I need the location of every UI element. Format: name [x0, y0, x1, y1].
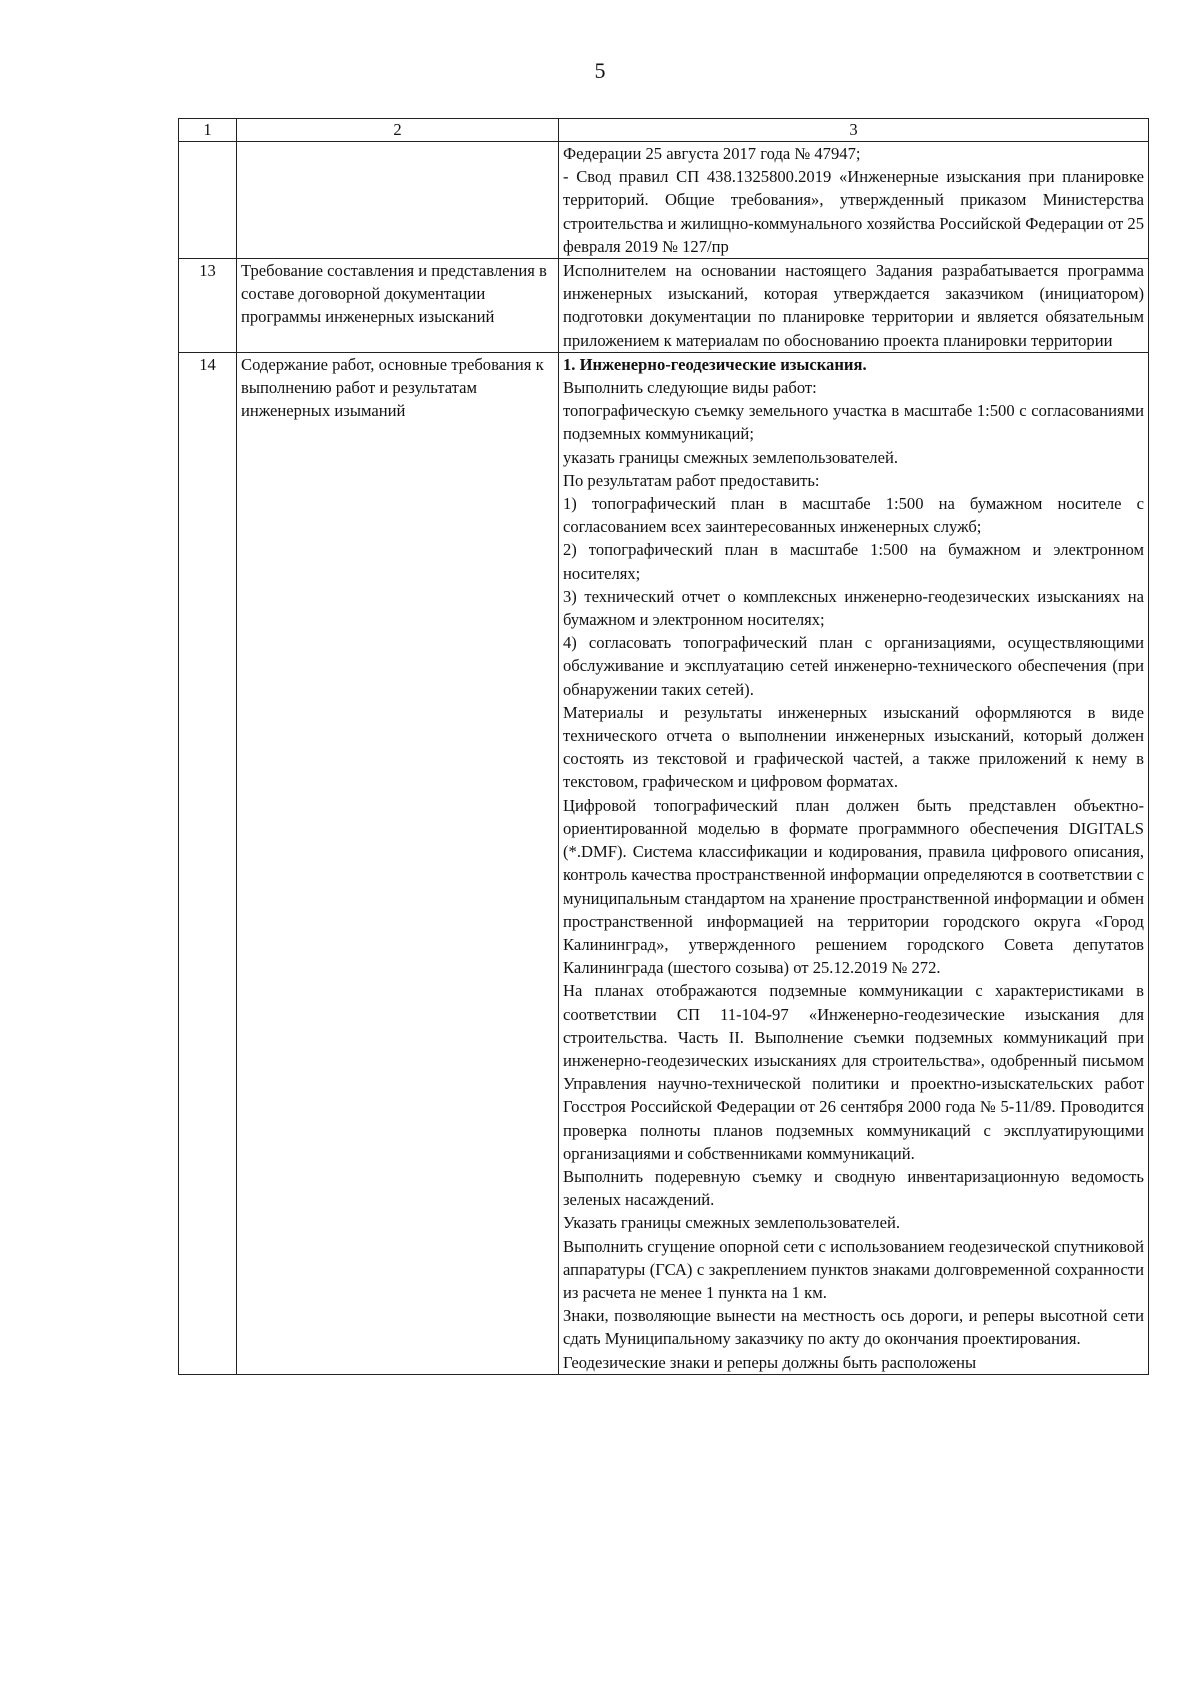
paragraph: Геодезические знаки и реперы должны быть расположены [563, 1352, 977, 1372]
page-number: 5 [594, 58, 606, 83]
column-header-3: 3 [559, 119, 1149, 142]
column-header-1: 1 [179, 119, 237, 142]
row-content [559, 142, 1149, 259]
paragraph: Указать границы смежных землепользователей. [563, 1213, 900, 1233]
paragraph: Исполнителем на основании настоящего Задания разрабатывается программа инженерных изысканий, которая утверждается заказчиком (инициатором) подготовки документации по планировке территории и является обязательным приложением к материалам по обоснованию проекта планировки территории [563, 261, 1144, 350]
row-name: Требование составления и представления в составе договорной документации программы инженерных изысканий [237, 259, 559, 353]
row-number [179, 142, 237, 259]
paragraph: - Свод правил СП 438.1325800.2019 «Инженерные изыскания при планировке территорий. Общие требования», утвержденный приказом Министерства строительства и жилищно-коммунального хозяйства Российской Федерации от 25 февраля 2019 № 127/пр [563, 167, 1144, 256]
table-header-row [179, 119, 1149, 142]
paragraph: 4) согласовать топографический план с организациями, осуществляющими обслуживание и эксплуатацию сетей инженерно-технического обеспечения (при обнаружении таких сетей). [563, 633, 1144, 699]
row-number: 13 [179, 259, 237, 353]
column-header-2: 2 [237, 119, 559, 142]
row-number: 14 [179, 352, 237, 1374]
paragraph: Цифровой топографический план должен быть представлен объектно-ориентированной моделью в формате программного обеспечения DIGITALS (*.DMF). Система классификации и кодирования, правила цифрового описания, контроль качества пространственной информации определяются в соответствии с муниципальным стандартом на хранение пространственной информации и обмен пространственной информацией на территории городского округа «Город Калининград», утвержденного решением городского Совета депутатов Калининграда (шестого созыва) от 25.12.2019 № 272. [563, 795, 1144, 978]
row-name: Содержание работ, основные требования к выполнению работ и результатам инженерных изыманий [237, 352, 559, 1374]
table-row-13 [179, 259, 1149, 353]
paragraph: топографическую съемку земельного участка в масштабе 1:500 с согласованиями подземных коммуникаций; [563, 401, 1144, 444]
paragraph: 3) технический отчет о комплексных инженерно-геодезических изысканиях на бумажном и электронном носителях; [563, 586, 1144, 630]
row-name [237, 142, 559, 259]
section-heading: 1. Инженерно-геодезические изыскания. [563, 354, 867, 374]
paragraph: Материалы и результаты инженерных изысканий оформляются в виде технического отчета о выполнении инженерных изысканий, который должен состоять из текстовой и графической частей, а также приложений к нему в текстовом, графическом и цифровом форматах. [563, 702, 1144, 792]
row-content [559, 352, 1149, 1374]
paragraph: Выполнить подеревную съемку и сводную инвентаризационную ведомость зеленых насаждений. [563, 1166, 1144, 1210]
paragraph: 2) топографический план в масштабе 1:500 на бумажном и электронном носителях; [563, 540, 1144, 583]
table-row-continuation [179, 142, 1149, 259]
paragraph: Выполнить сгущение опорной сети с использованием геодезической спутниковой аппаратуры (ГСА) с закреплением пунктов знаками долговременной сохранности из расчета не менее 1 пункта на 1 км. [563, 1236, 1144, 1302]
paragraph: указать границы смежных землепользователей. [563, 447, 898, 467]
row-content [559, 259, 1149, 353]
paragraph: Выполнить следующие виды работ: [563, 378, 817, 398]
requirements-table [178, 118, 1149, 1375]
paragraph: По результатам работ предоставить: [563, 470, 820, 490]
table-row-14 [179, 352, 1149, 1374]
paragraph: 1) топографический план в масштабе 1:500 на бумажном носителе с согласованием всех заинтересованных инженерных служб; [563, 494, 1144, 537]
paragraph: Знаки, позволяющие вынести на местность ось дороги, и реперы высотной сети сдать Муниципальному заказчику по акту до окончания проектирования. [563, 1306, 1144, 1349]
paragraph: На планах отображаются подземные коммуникации с характеристиками в соответствии СП 11-104-97 «Инженерно-геодезические изыскания для строительства. Часть II. Выполнение съемки подземных коммуникаций при инженерно-геодезических изысканиях для строительства», одобренный письмом Управления научно-технической политики и проектно-изыскательских работ Госстроя Российской Федерации от 26 сентября 2000 года № 5-11/89. Проводится проверка полноты планов подземных коммуникаций с эксплуатирующими организациями и собственниками коммуникаций. [563, 981, 1144, 1163]
paragraph: Федерации 25 августа 2017 года № 47947; [563, 144, 861, 163]
